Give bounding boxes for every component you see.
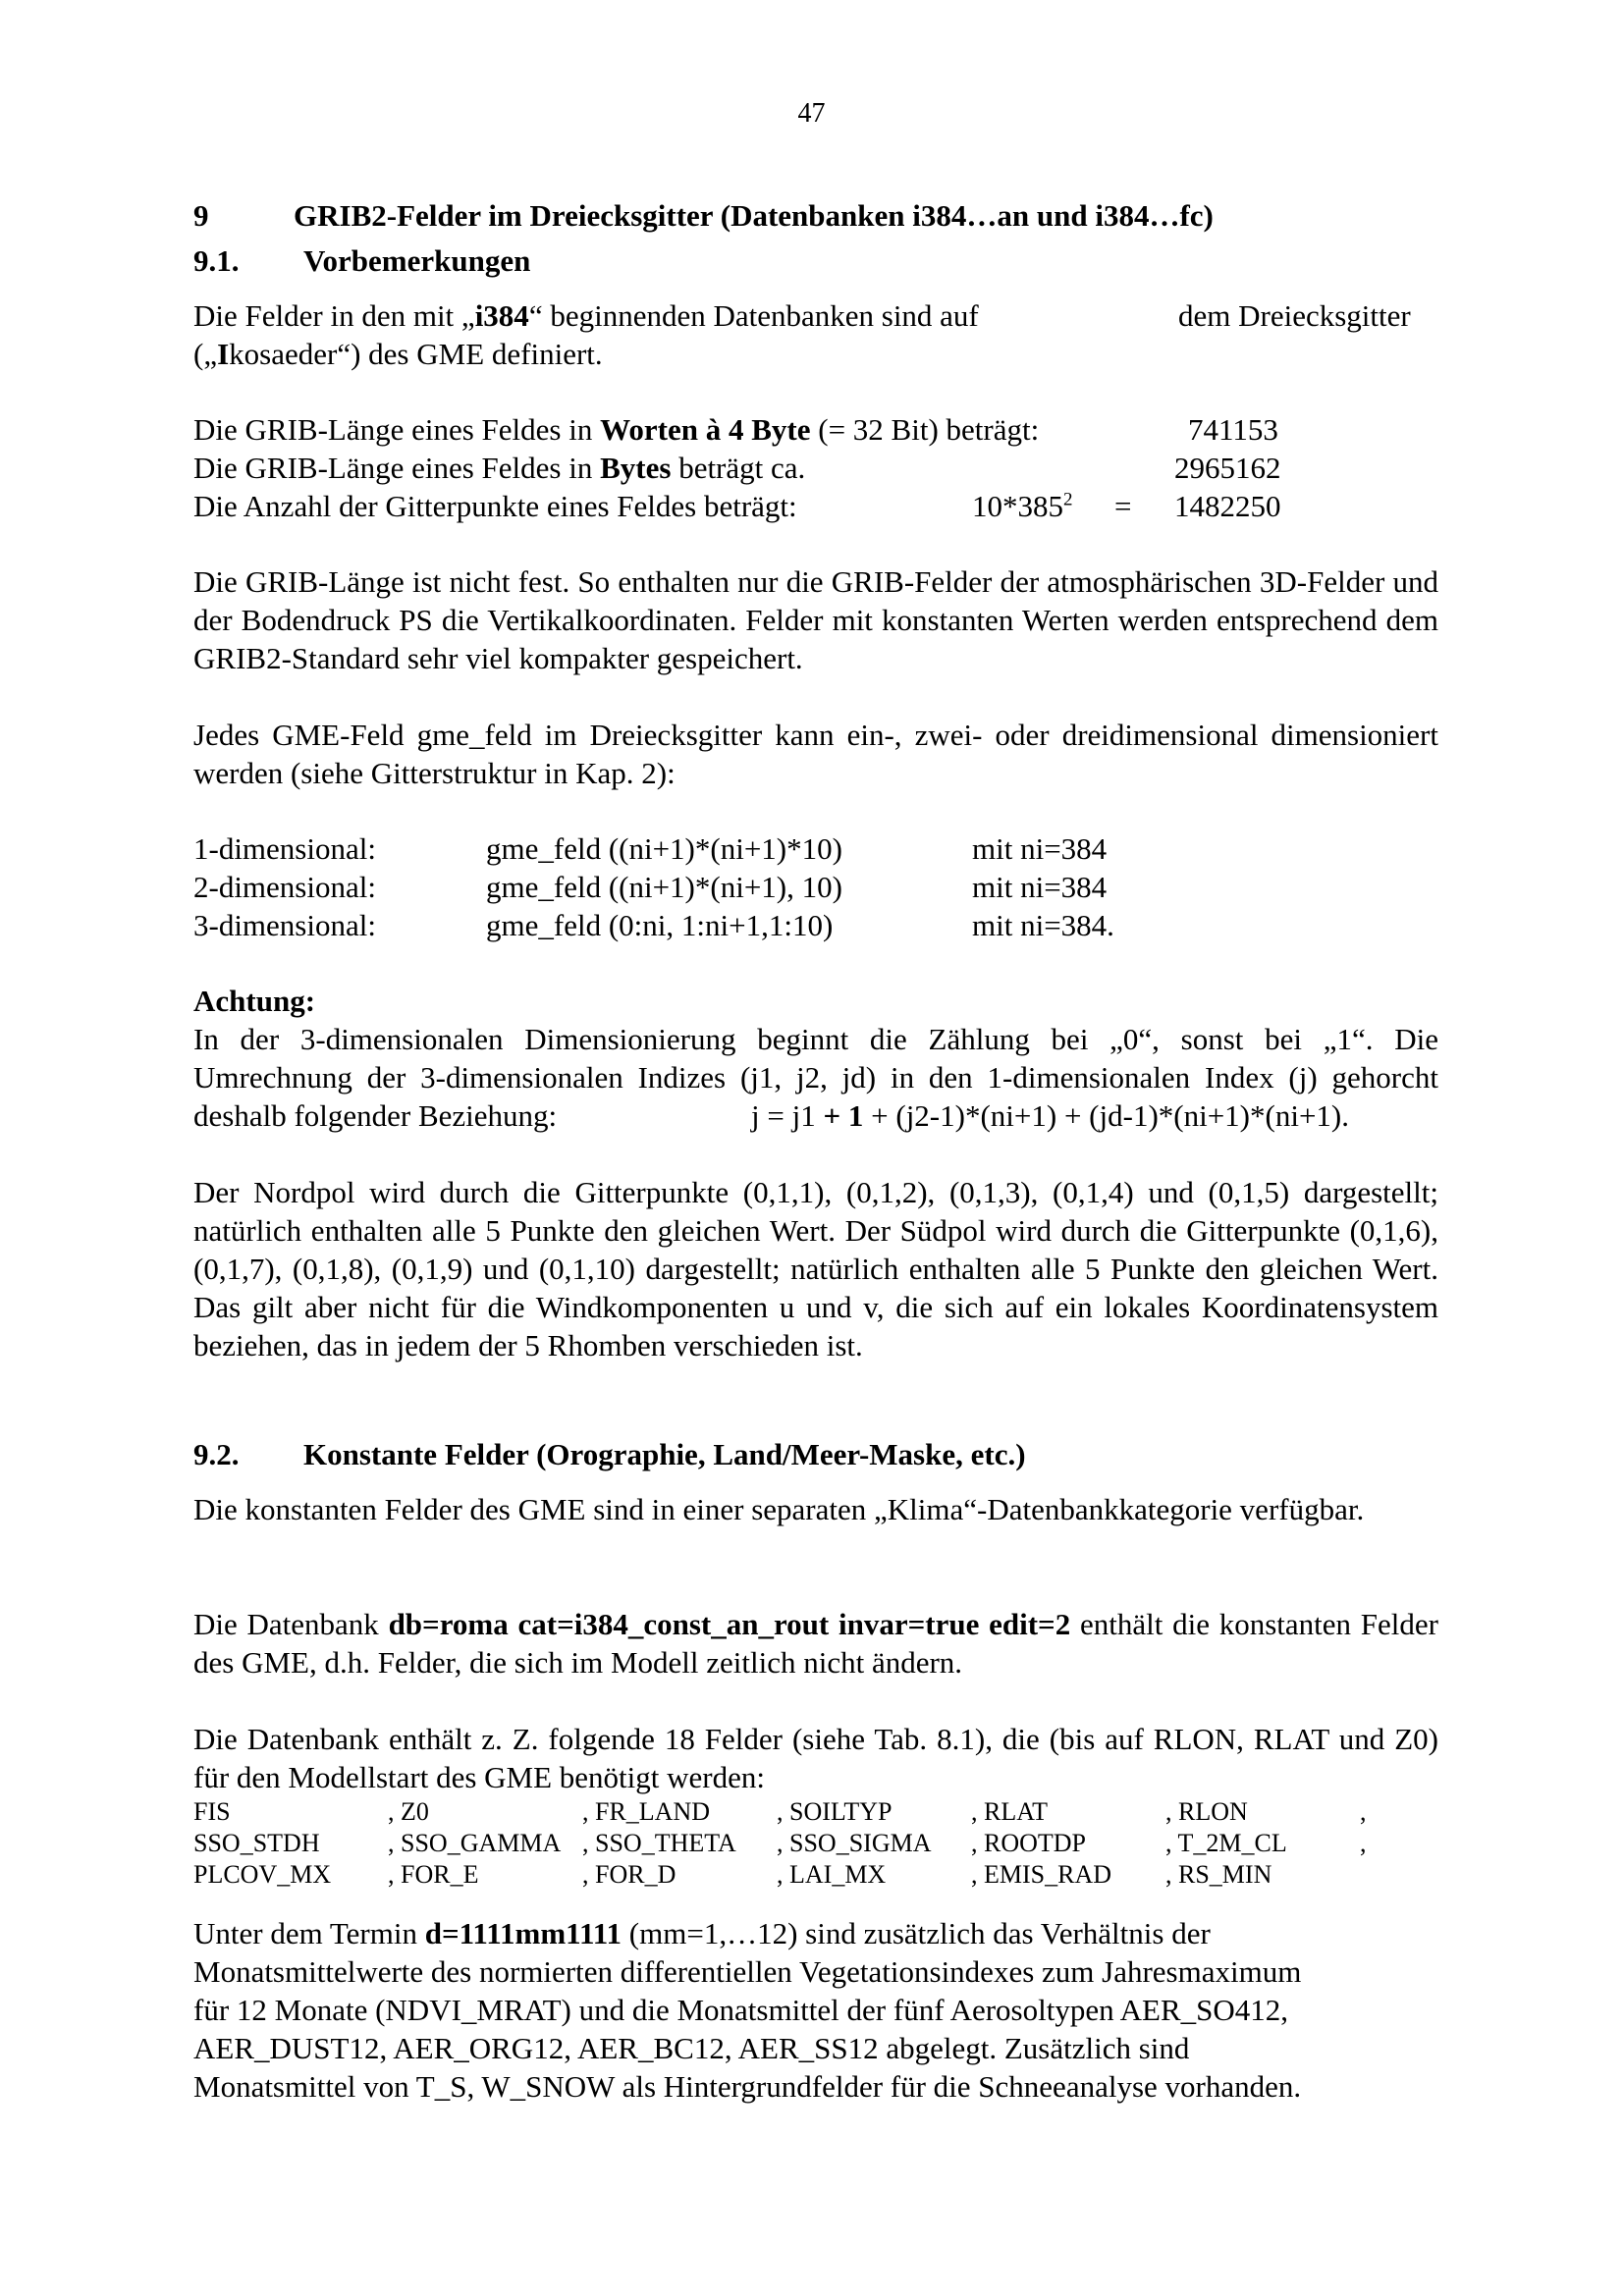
section-number: 9: [193, 198, 209, 233]
section-number: 9.2.: [193, 1437, 240, 1471]
spec-gridpoints-formula: $10*385^2$: [972, 489, 1073, 523]
field-name: , SSO_THETA: [582, 1829, 736, 1857]
spec-bytes-value: 2965162: [1174, 451, 1281, 485]
spec-gridpoints-eq: =: [1114, 489, 1132, 523]
section-9-heading: [193, 196, 1214, 235]
paragraph-poles: Der Nordpol wird durch die Gitterpunkte (0,1,1), (0,1,2), (0,1,3), (0,1,4) und (0,1,5) dargestellt; natürlich enthalten alle 5 Punkte den gleichen Wert. Der Südpol wird durch die Gitterpunkte (0,1,6), (0,1,7), (0,1,8), (0,1,9) und (0,1,10) dargestellt; natürlich enthalten alle 5 Punkte den gleichen Wert. Das gilt aber nicht für die Windkomponenten u und v, die sich auf ein lokales Koordinatensystem beziehen, das in jedem der 5 Rhomben verschieden ist.: [193, 1175, 1438, 1362]
field-name: , RLON: [1165, 1797, 1248, 1826]
field-name: , EMIS_RAD: [971, 1860, 1112, 1889]
paragraph-fields: Die Datenbank enthält z. Z. folgende 18 Felder (siehe Tab. 8.1), die (bis auf RLON, RLAT und Z0) für den Modellstart des GME benötigt werden:: [193, 1722, 1438, 1794]
field-separator: ,: [1360, 1797, 1367, 1826]
page-number: 47: [797, 98, 826, 129]
index-formula: j = j1 + 1 + (j2-1)*(ni+1) + (jd-1)*(ni+1)*(ni+1).: [751, 1098, 1349, 1133]
section-number: 9.1.: [193, 243, 240, 278]
termin-line: Monatsmittel von T_S, W_SNOW als Hintergrundfelder für die Schneeanalyse vorhanden.: [193, 2069, 1302, 2104]
field-name: , RLAT: [971, 1797, 1048, 1826]
dim-expr: gme_feld ((ni+1)*(ni+1), 10): [486, 870, 842, 904]
dim-note: mit ni=384: [972, 870, 1108, 904]
intro-line-1: Die Felder in den mit „i384“ beginnenden Datenbanken sind auf: [193, 298, 979, 333]
section-title: Konstante Felder (Orographie, Land/Meer-Maske, etc.): [303, 1437, 1026, 1471]
field-name: , Z0: [388, 1797, 429, 1826]
field-name: PLCOV_MX: [193, 1860, 332, 1889]
field-name: , LAI_MX: [777, 1860, 887, 1889]
dim-label: 2-dimensional:: [193, 870, 376, 904]
section-title: GRIB2-Felder im Dreiecksgitter (Datenbanken i384…an und i384…fc): [294, 198, 1214, 233]
dim-label: 3-dimensional:: [193, 908, 376, 942]
dim-note: mit ni=384: [972, 831, 1108, 866]
spec-bytes: Die GRIB-Länge eines Feldes in Bytes beträgt ca.: [193, 451, 806, 485]
attention-text: In der 3-dimensionalen Dimensionierung beginnt die Zählung bei „0“, sonst bei „1“. Die Umrechnung der 3-dimensionalen Indizes (j1, j2, jd) in den 1-dimensionalen Index (j) gehorcht deshalb folgender Beziehung:: [193, 1022, 1438, 1133]
field-name: , SOILTYP: [777, 1797, 893, 1826]
field-name: , SSO_GAMMA: [388, 1829, 562, 1857]
spec-gridpoints: Die Anzahl der Gitterpunkte eines Feldes beträgt:: [193, 489, 797, 523]
termin-line: für 12 Monate (NDVI_MRAT) und die Monatsmittel der fünf Aerosoltypen AER_SO412,: [193, 1993, 1289, 2027]
intro-line-2: („Ikosaeder“) des GME definiert.: [193, 337, 603, 371]
section-title: Vorbemerkungen: [303, 243, 531, 278]
field-name: , T_2M_CL: [1165, 1829, 1287, 1857]
field-name: , ROOTDP: [971, 1829, 1087, 1857]
field-name: , FOR_D: [582, 1860, 676, 1889]
spec-words-value: 741153: [1188, 412, 1278, 447]
paragraph-database: Die Datenbank db=roma cat=i384_const_an_rout invar=true edit=2 enthält die konstanten Felder des GME, d.h. Felder, die sich im Modell zeitlich nicht ändern.: [193, 1607, 1438, 1680]
spec-words: Die GRIB-Länge eines Feldes in Worten à 4 Byte (= 32 Bit) beträgt:: [193, 412, 1040, 447]
dim-expr: gme_feld (0:ni, 1:ni+1,1:10): [486, 908, 834, 942]
intro-line-1-end: dem Dreiecksgitter: [1178, 298, 1411, 333]
spec-gridpoints-value: 1482250: [1174, 489, 1281, 523]
field-name: SSO_STDH: [193, 1829, 320, 1857]
paragraph-grib-length: Die GRIB-Länge ist nicht fest. So enthalten nur die GRIB-Felder der atmosphärischen 3D-Felder und der Bodendruck PS die Vertikalkoordinaten. Felder mit konstanten Werten werden entsprechend dem GRIB2-Standard sehr viel kompakter gespeichert.: [193, 564, 1438, 675]
dim-note: mit ni=384.: [972, 908, 1114, 942]
termin-line: Monatsmittelwerte des normierten differentiellen Vegetationsindexes zum Jahresmaximum: [193, 1954, 1302, 1989]
section-9-2-heading: [193, 1435, 1026, 1473]
field-name: FIS: [193, 1797, 231, 1826]
attention-title: Achtung:: [193, 984, 316, 1018]
section-9-1-heading: [193, 241, 531, 280]
termin-line: Unter dem Termin d=1111mm1111 (mm=1,…12) sind zusätzlich das Verhältnis der: [193, 1916, 1211, 1950]
dim-label: 1-dimensional:: [193, 831, 376, 866]
field-name: , SSO_SIGMA: [777, 1829, 932, 1857]
field-name: , FR_LAND: [582, 1797, 711, 1826]
field-name: , FOR_E: [388, 1860, 479, 1889]
field-separator: ,: [1360, 1829, 1367, 1857]
termin-line: AER_DUST12, AER_ORG12, AER_BC12, AER_SS12 abgelegt. Zusätzlich sind: [193, 2031, 1190, 2065]
dim-expr: gme_feld ((ni+1)*(ni+1)*10): [486, 831, 842, 866]
paragraph-klima: Die konstanten Felder des GME sind in einer separaten „Klima“-Datenbankkategorie verfügbar.: [193, 1492, 1365, 1526]
paragraph-gme-feld: Jedes GME-Feld gme_feld im Dreiecksgitter kann ein-, zwei- oder dreidimensional dimensioniert werden (siehe Gitterstruktur in Kap. 2):: [193, 718, 1438, 790]
field-name: , RS_MIN: [1165, 1860, 1272, 1889]
